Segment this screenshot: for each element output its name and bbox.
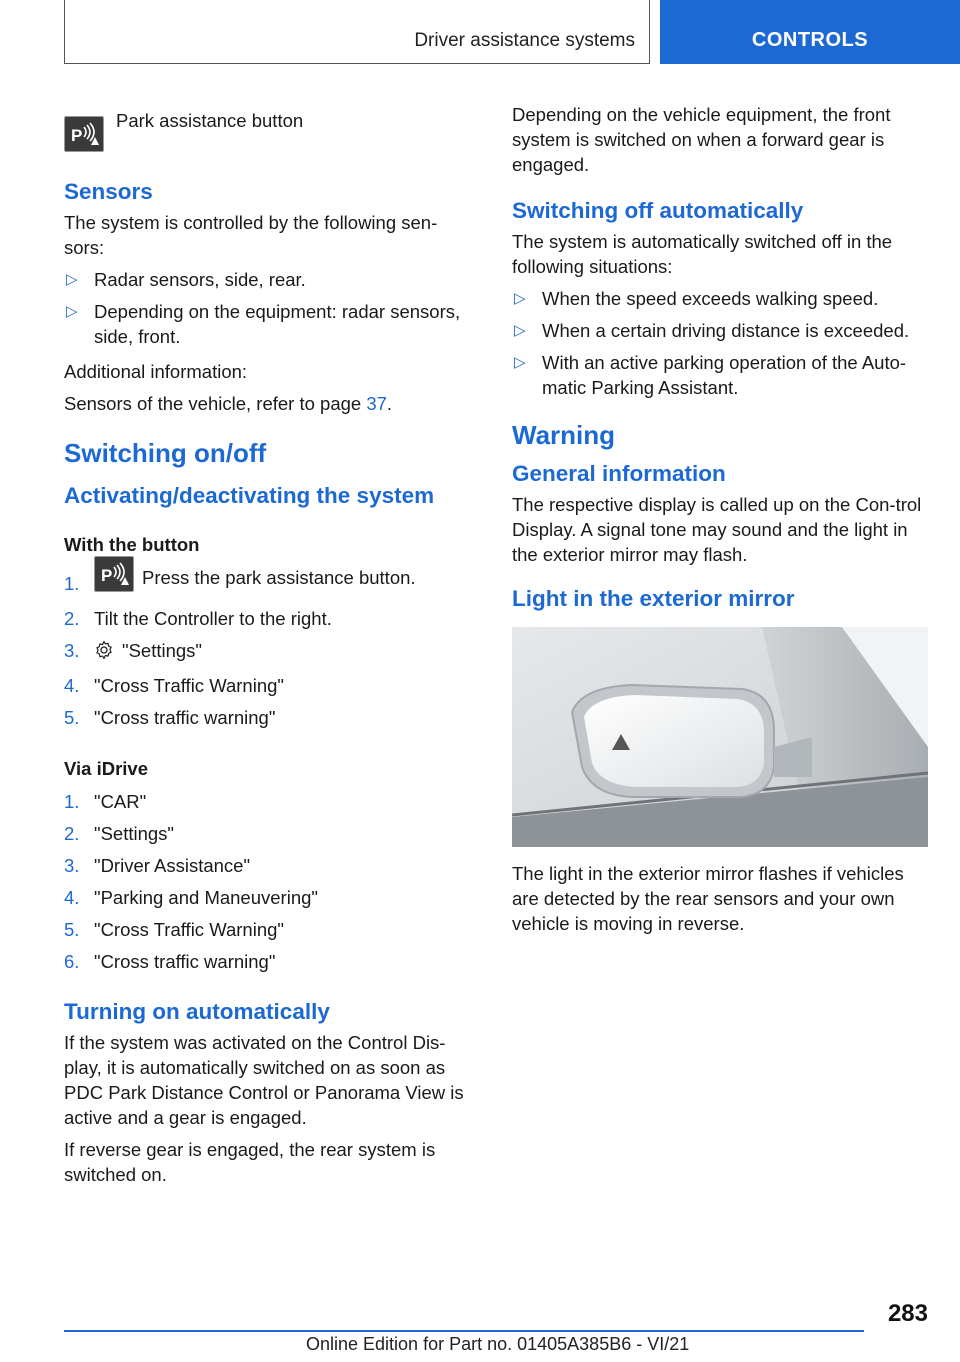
svg-text:P: P	[71, 126, 83, 145]
park-assistance-button-icon	[94, 556, 134, 592]
list-item: 4. "Parking and Maneuvering"	[64, 887, 318, 908]
triangle-bullet-icon: ▷	[514, 322, 526, 339]
list-item: 6. "Cross traffic warning"	[64, 951, 276, 972]
park-assistance-button-icon	[64, 116, 104, 152]
idrive-steps	[64, 789, 476, 974]
chapter-tab-label: CONTROLS	[751, 29, 869, 51]
list-item: ▷ With an active parking operation of the Auto-matic Parking Assistant.	[514, 352, 907, 398]
svg-text:P: P	[101, 566, 113, 586]
park-assistance-button-label: Park assistance button	[116, 110, 304, 131]
button-steps	[64, 565, 476, 730]
turning-on-heading: Turning on automatically	[64, 999, 330, 1024]
gear-icon	[94, 640, 114, 666]
edition-text: Online Edition for Part no. 01405A385B6 - VI/21	[306, 1334, 690, 1354]
additional-info-label: Additional information:	[64, 361, 248, 382]
light-mirror-text: The light in the exterior mirror flashes if vehicles are detected by the rear sensors and your own vehicle is moving in reverse.	[512, 863, 904, 934]
general-info-heading: General information	[512, 461, 726, 486]
triangle-bullet-icon: ▷	[66, 303, 78, 320]
turning-on-paragraph-2: If reverse gear is engaged, the rear system is switched on.	[64, 1139, 436, 1185]
list-item: 1. P Press the park assistance button.	[64, 565, 476, 599]
page-number: 283	[887, 1300, 928, 1327]
switching-off-list	[512, 286, 928, 400]
footer-divider	[64, 1330, 864, 1332]
list-item: 5. "Cross traffic warning"	[64, 707, 276, 728]
sensors-reference: Sensors of the vehicle, refer to page 37.	[64, 393, 393, 414]
page-link[interactable]: 37	[366, 393, 387, 414]
activating-heading: Activating/deactivating the system	[64, 483, 435, 508]
switching-heading: Switching on/off	[64, 438, 267, 468]
right-column	[512, 102, 928, 943]
list-item: 5. "Cross Traffic Warning"	[64, 919, 284, 940]
section-box	[64, 0, 650, 64]
list-item: ▷ When a certain driving distance is exceeded.	[514, 320, 910, 341]
list-item: ▷ Depending on the equipment: radar sensors, side, front.	[66, 301, 461, 347]
turning-on-paragraph-1: If the system was activated on the Control Dis-play, it is automatically switched on as soon as PDC Park Distance Control or Panorama View is active and a gear is engaged.	[64, 1032, 464, 1128]
switching-off-heading: Switching off automatically	[512, 198, 804, 223]
triangle-bullet-icon: ▷	[66, 271, 78, 288]
page-header	[0, 0, 960, 66]
triangle-bullet-icon: ▷	[514, 290, 526, 307]
list-item: 4. "Cross Traffic Warning"	[64, 675, 284, 696]
sensors-heading: Sensors	[64, 179, 153, 204]
triangle-bullet-icon: ▷	[514, 354, 526, 371]
park-assistance-button-row	[64, 108, 476, 152]
chapter-tab[interactable]	[660, 0, 960, 64]
warning-heading: Warning	[512, 420, 616, 450]
list-item: ▷ Radar sensors, side, rear.	[66, 269, 306, 290]
exterior-mirror-image	[512, 627, 928, 847]
sensors-text: The system is controlled by the following sen-sors:	[64, 212, 438, 258]
idrive-heading: Via iDrive	[64, 758, 148, 779]
list-item: 2. "Settings"	[64, 823, 174, 844]
list-item: 2. Tilt the Controller to the right.	[64, 608, 332, 629]
left-column	[64, 102, 476, 1194]
with-button-heading: With the button	[64, 534, 200, 555]
sensors-list	[64, 267, 476, 349]
light-mirror-heading: Light in the exterior mirror	[512, 586, 795, 611]
section-title: Driver assistance systems	[414, 30, 635, 51]
front-system-paragraph: Depending on the vehicle equipment, the front system is switched on when a forward gear is engaged.	[512, 104, 891, 175]
switching-off-text: The system is automatically switched off in the following situations:	[512, 231, 893, 277]
list-item: 3. "Driver Assistance"	[64, 855, 251, 876]
general-info-text: The respective display is called up on the Con-trol Display. A signal tone may sound and the light in the exterior mirror may flash.	[512, 494, 922, 565]
list-item: 1. "CAR"	[64, 791, 147, 812]
list-item: ▷ When the speed exceeds walking speed.	[514, 288, 879, 309]
list-item: 3. "Settings"	[64, 638, 476, 666]
